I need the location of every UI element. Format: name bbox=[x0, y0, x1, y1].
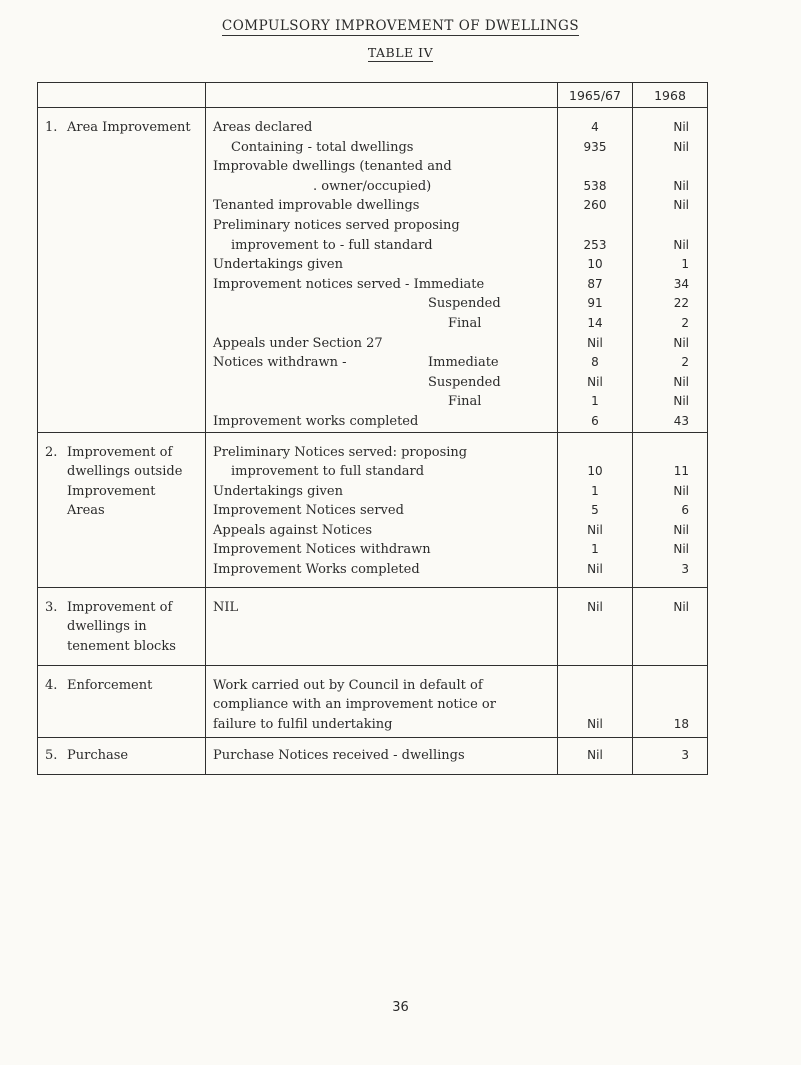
row-label: Undertakings given bbox=[213, 483, 343, 499]
value-cell: 2 bbox=[681, 315, 689, 330]
section-category: Enforcement bbox=[67, 677, 153, 693]
value-cell: Nil bbox=[673, 178, 689, 193]
row-label: Appeals against Notices bbox=[213, 522, 373, 538]
row-label: Appeals under Section 27 bbox=[213, 335, 383, 351]
section-number: 2. bbox=[45, 444, 58, 460]
section-category: Areas bbox=[67, 503, 105, 519]
row-label: Improvement Notices withdrawn bbox=[213, 542, 431, 558]
value-cell: 10 bbox=[587, 464, 603, 479]
header-row bbox=[38, 83, 708, 108]
row-label: compliance with an improvement notice or bbox=[213, 697, 496, 713]
value-cell: 3 bbox=[681, 562, 689, 577]
value-cell: Nil bbox=[587, 716, 603, 731]
value-cell: Nil bbox=[587, 562, 603, 577]
value-cell: 1 bbox=[681, 257, 689, 272]
value-cell: Nil bbox=[673, 483, 689, 498]
value-cell: Nil bbox=[673, 198, 689, 213]
section-category: Improvement bbox=[67, 483, 156, 499]
value-cell: 6 bbox=[591, 413, 599, 428]
value-cell: Nil bbox=[587, 335, 603, 350]
value-cell: Nil bbox=[587, 374, 603, 389]
row-label: Final bbox=[448, 394, 482, 410]
row-label: Final bbox=[448, 315, 482, 331]
section-outside-improvement-areas bbox=[38, 432, 708, 587]
row-label: Improvement Works completed bbox=[213, 562, 420, 578]
section-category: Purchase bbox=[67, 747, 129, 763]
section-category: tenement blocks bbox=[67, 638, 176, 654]
value-cell: 11 bbox=[673, 464, 689, 479]
section-number: 5. bbox=[45, 747, 58, 763]
value-cell: 260 bbox=[583, 198, 607, 213]
value-cell: Nil bbox=[673, 335, 689, 350]
row-label: . owner/occupied) bbox=[313, 178, 432, 194]
row-label: Improvement works completed bbox=[213, 413, 419, 429]
value-cell: 91 bbox=[587, 296, 603, 311]
row-label: Notices withdrawn - bbox=[213, 355, 347, 371]
row-label: Immediate bbox=[428, 355, 499, 371]
value-cell: 935 bbox=[583, 139, 607, 154]
table-caption: TABLE IV bbox=[367, 45, 434, 60]
value-cell: Nil bbox=[587, 747, 603, 762]
row-label: Preliminary notices served proposing bbox=[213, 217, 460, 233]
page-number: 36 bbox=[392, 1000, 409, 1015]
value-cell: 14 bbox=[587, 315, 603, 330]
value-cell: 3 bbox=[681, 747, 689, 762]
section-category: Improvement of bbox=[67, 599, 173, 615]
col-header-1968: 1968 bbox=[633, 83, 708, 108]
value-cell: Nil bbox=[673, 542, 689, 557]
section-area-improvement bbox=[38, 108, 708, 433]
value-cell: 10 bbox=[587, 257, 603, 272]
section-purchase bbox=[38, 737, 708, 774]
section-number: 1. bbox=[45, 120, 58, 135]
row-label: Improvement Notices served bbox=[213, 503, 404, 519]
value-cell: 22 bbox=[673, 296, 689, 311]
value-cell: 5 bbox=[591, 503, 599, 518]
section-enforcement bbox=[38, 665, 708, 737]
value-cell: 18 bbox=[673, 716, 689, 731]
value-cell: Nil bbox=[673, 599, 689, 614]
row-label: Purchase Notices received - dwellings bbox=[213, 747, 465, 763]
value-cell: 1 bbox=[591, 542, 599, 557]
value-cell: 538 bbox=[583, 178, 607, 193]
section-category: Improvement of bbox=[67, 444, 173, 460]
value-cell: Nil bbox=[587, 599, 603, 614]
section-number: 4. bbox=[45, 677, 58, 693]
row-label: failure to fulfil undertaking bbox=[213, 716, 393, 732]
row-label: Improvement notices served - Immediate bbox=[213, 276, 485, 292]
value-cell: Nil bbox=[673, 120, 689, 134]
row-label: improvement to - full standard bbox=[231, 237, 433, 253]
value-cell: 87 bbox=[587, 276, 603, 291]
value-cell: 1 bbox=[591, 483, 599, 498]
col-header-1965-67: 1965/67 bbox=[558, 83, 633, 108]
section-category: dwellings in bbox=[67, 619, 147, 635]
value-cell: Nil bbox=[673, 139, 689, 154]
row-label: Suspended bbox=[428, 374, 501, 390]
value-cell: Nil bbox=[673, 237, 689, 252]
row-label: Improvable dwellings (tenanted and bbox=[213, 159, 452, 175]
value-cell: Nil bbox=[587, 522, 603, 537]
section-tenement-blocks bbox=[38, 587, 708, 665]
value-cell: Nil bbox=[673, 522, 689, 537]
row-label: Preliminary Notices served: proposing bbox=[213, 444, 468, 460]
value-cell: 6 bbox=[681, 503, 689, 518]
value-cell: 34 bbox=[673, 276, 689, 291]
row-label: Areas declared bbox=[213, 120, 313, 135]
row-label: improvement to full standard bbox=[231, 464, 425, 480]
value-cell: Nil bbox=[673, 394, 689, 409]
value-cell: 8 bbox=[591, 355, 599, 370]
row-label: Undertakings given bbox=[213, 257, 343, 273]
value-cell: 253 bbox=[583, 237, 607, 252]
value-cell: 4 bbox=[591, 120, 599, 134]
value-cell: 1 bbox=[591, 394, 599, 409]
value-cell: Nil bbox=[673, 374, 689, 389]
row-label: NIL bbox=[213, 599, 239, 615]
improvement-table bbox=[37, 82, 708, 775]
row-label: Containing - total dwellings bbox=[231, 139, 414, 155]
row-label: Work carried out by Council in default of bbox=[213, 677, 483, 693]
row-label: Tenanted improvable dwellings bbox=[213, 198, 420, 214]
section-category: dwellings outside bbox=[67, 464, 183, 480]
section-number: 3. bbox=[45, 599, 58, 615]
row-label: Suspended bbox=[428, 296, 501, 312]
page-title: COMPULSORY IMPROVEMENT OF DWELLINGS bbox=[221, 18, 580, 34]
value-cell: 2 bbox=[681, 355, 689, 370]
value-cell: 43 bbox=[673, 413, 689, 428]
section-category: Area Improvement bbox=[67, 120, 191, 135]
